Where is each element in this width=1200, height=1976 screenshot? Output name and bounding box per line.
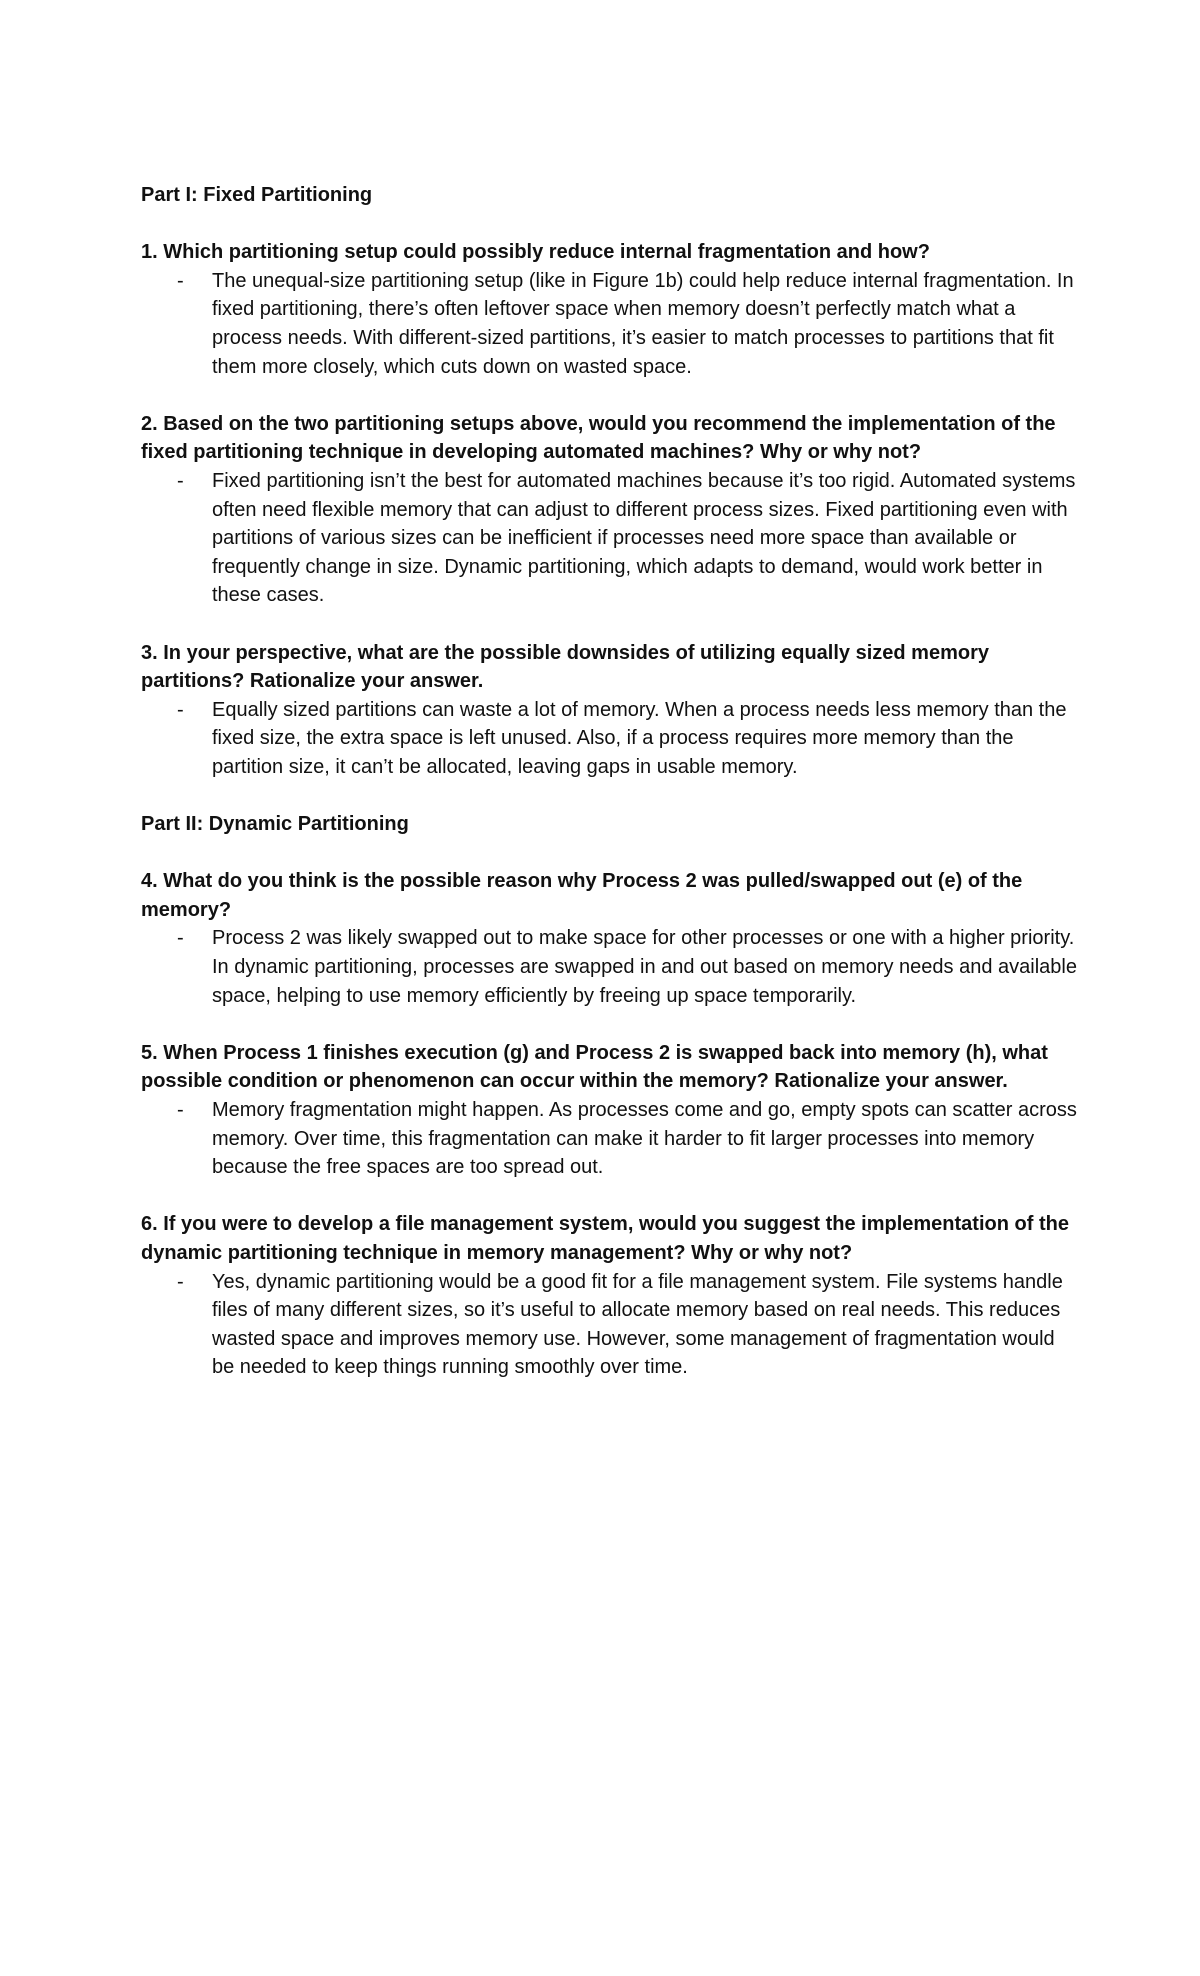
question-6: 6. If you were to develop a file management system, would you suggest the implementation of the dynamic partitioning technique in memory management? Why or why not? xyxy=(141,1213,1069,1264)
bullet-dash: - xyxy=(177,698,184,721)
part1-heading: Part I: Fixed Partitioning xyxy=(141,184,373,206)
answer-4 xyxy=(141,924,1081,1010)
answer-5-text: Memory fragmentation might happen. As processes come and go, empty spots can scatter across memory. Over time, this fragmentation can make it harder to fit larger processes into memory because the free spaces are too spread out. xyxy=(212,1099,1077,1179)
bullet-dash: - xyxy=(177,269,184,292)
document-body xyxy=(141,181,1081,1411)
answer-2-text: Fixed partitioning isn’t the best for automated machines because it’s too rigid. Automated systems often need flexible memory that can adjust to different process sizes. Fixed partitioning even with partitions of various sizes can be inefficient if processes need more space than available or frequently change in size. Dynamic partitioning, which adapts to demand, would work better in these cases. xyxy=(212,469,1076,607)
bullet-dash: - xyxy=(177,927,184,950)
answer-3 xyxy=(141,696,1081,782)
answer-1-text: The unequal-size partitioning setup (like in Figure 1b) could help reduce internal fragmentation. In fixed partitioning, there’s often leftover space when memory doesn’t perfectly match what a process needs. With different-sized partitions, it’s easier to match processes to partitions that fit them more closely, which cuts down on wasted space. xyxy=(212,269,1074,378)
answer-1 xyxy=(141,267,1081,381)
part2-heading: Part II: Dynamic Partitioning xyxy=(141,813,409,836)
answer-4-text: Process 2 was likely swapped out to make space for other processes or one with a higher priority. In dynamic partitioning, processes are swapped in and out based on memory needs and available space, helping to use memory efficiently by freeing up space temporarily. xyxy=(212,927,1077,1007)
bullet-dash: - xyxy=(177,1099,184,1121)
answer-5 xyxy=(141,1096,1081,1182)
answer-6-text: Yes, dynamic partitioning would be a good fit for a file management system. File systems handle files of many different sizes, so it’s useful to allocate memory based on real needs. This reduces wasted space and improves memory use. However, some management of fragmentation would be needed to keep things running smoothly over time. xyxy=(212,1270,1063,1379)
bullet-dash: - xyxy=(177,469,184,492)
answer-6 xyxy=(141,1268,1081,1382)
question-3: 3. In your perspective, what are the possible downsides of utilizing equally sized memory partitions? Rationalize your answer. xyxy=(141,641,989,693)
answer-3-text: Equally sized partitions can waste a lot of memory. When a process needs less memory than the fixed size, the extra space is left unused. Also, if a process requires more memory than the partition size, it can’t be allocated, leaving gaps in usable memory. xyxy=(212,698,1067,778)
bullet-dash: - xyxy=(177,1270,184,1293)
question-4: 4. What do you think is the possible reason why Process 2 was pulled/swapped out (e) of the memory? xyxy=(141,870,1023,921)
question-5: 5. When Process 1 finishes execution (g) and Process 2 is swapped back into memory (h), what possible condition or phenomenon can occur within the memory? Rationalize your answer. xyxy=(141,1041,1048,1093)
question-1: 1. Which partitioning setup could possibly reduce internal fragmentation and how? xyxy=(141,241,930,264)
answer-2 xyxy=(141,467,1081,610)
question-2: 2. Based on the two partitioning setups above, would you recommend the implementation of the fixed partitioning technique in developing automated machines? Why or why not? xyxy=(141,412,1056,464)
